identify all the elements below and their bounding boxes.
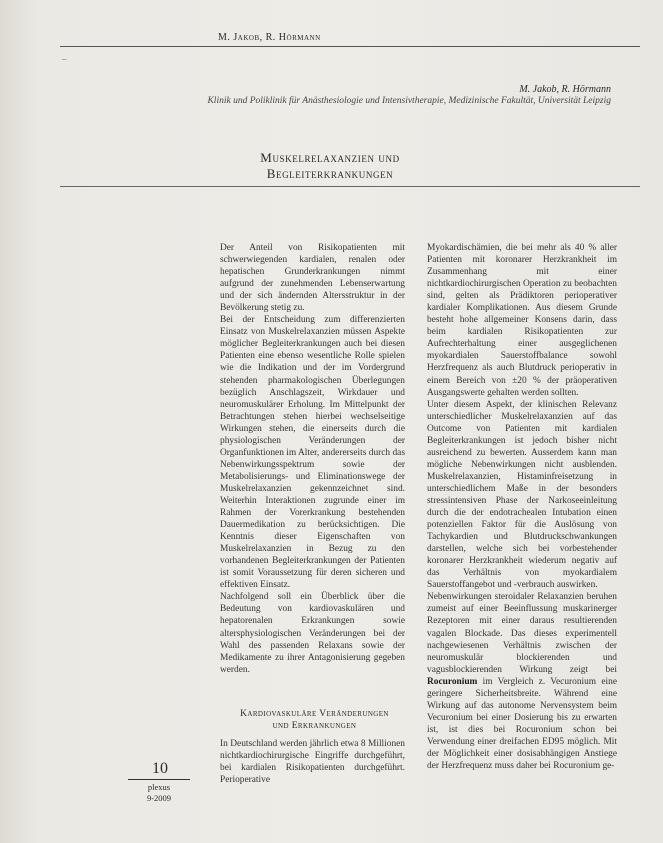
- paragraph: Bei der Entscheidung zum differenzierten Einsatz von Muskelrelaxanzien müssen Aspekte möglicher Begleiterkrankungen auch bei diesen Patienten eine ebenso wesentliche Rolle spielen wie die Indikation und der im Vordergrund stehenden pharmakologischen Überlegungen bezüglich Anschlagszeit, Wirkdauer und neuromuskulärer Erholung. Im Mittelpunkt der Betrachtungen stehen hierbei wechselseitige Wirkungen stehen, die einerseits durch die physiologischen Veränderungen der Organfunktionen im Alter, andererseits durch das Nebenwirkungsspektrum sowie der Metabolisierungs- und Eliminationswege der Muskelrelaxanzien gekennzeichnet sind. Weiterhin Interaktionen zugrunde einer im Rahmen der Vorerkrankung bestehenden Dauermedikation zu berücksichtigen. Die Kenntnis dieser Eigenschaften von Muskelrelaxanzien in Bezug zu den vorhandenen Begleiterkrankungen der Patienten ist somit Voraussetzung für deren sicheren und effektiven Einsatz.: [220, 315, 405, 591]
- title-rule: [60, 186, 640, 187]
- issue-number: 9-2009: [146, 793, 172, 803]
- section-heading: [222, 708, 407, 732]
- running-head: M. Jakob, R. Hörmann: [218, 32, 321, 43]
- article-title: [240, 150, 420, 182]
- page-number: 10: [152, 760, 168, 777]
- corner-mark: –: [62, 54, 67, 64]
- paragraph: Nachfolgend soll ein Überblick über die Bedeutung von kardiovaskulären und hepatorenalen Erkrankungen sowie altersphysiologischen Veränderungen bei der Wahl des passenden Relaxans sowie der Medikamente zu ihrer Antagonisierung gegeben werden.: [220, 592, 405, 675]
- footer-rule: [128, 779, 190, 780]
- left-column: [220, 242, 405, 676]
- title-line-2: Begleiterkrankungen: [266, 166, 394, 181]
- paragraph: Myokardischämien, die bei mehr als 40 % aller Patienten mit koronarer Herzkrankheit im Zusammenhang mit einer nichtkardiochirurgischen Operation zu beobachten sind, gelten als Prädiktoren perioperativer kardialer Komplikationen. Aus diesem Grunde besteht hohe allgemeiner Konsens darin, dass beim kardialen Risikopatienten zur Aufrechterhaltung einer ausgeglichenen myokardialen Sauerstoffbalance sowohl Herzfrequenz als auch Blutdruck perioperativ in einem Bereich von ±20 % der präoperativen Ausgangswerte gehalten werden sollten.: [427, 243, 617, 398]
- authors: M. Jakob, R. Hörmann: [519, 84, 611, 95]
- drug-name-rocuronium: Rocuronium: [427, 676, 478, 687]
- right-column: [427, 242, 617, 772]
- paragraph: Der Anteil von Risikopatienten mit schwerwiegenden kardialen, renalen oder hepatischen Grunderkrankungen nimmt aufgrund der zunehmenden Lebenserwartung und der sich ändernden Altersstruktur in der Bevölkerung stetig zu.: [220, 243, 405, 314]
- paragraph: Unter diesem Aspekt, der klinischen Relevanz unterschiedlicher Muskelrelaxanzien auf das Outcome von Patienten mit kardialen Begleiterkrankungen ist jedoch bisher nicht ausreichend zu bewerten. Ausserdem kann man mögliche Nebenwirkungen nicht ausblenden. Muskelrelaxanzien, Histaminfreisetzung in unterschiedlichem Maße in der besonders stressintensiven Phase der Narkoseeinleitung durch die der endotrachealen Intubation einen potenziellen Faktor für die Auslösung von Tachykardien und Blutdruckschwankungen darstellen, welche sich bei vorbestehender koronarer Herzkrankheit wiederum negativ auf das Verhältnis von myokardialem Sauerstoffangebot und -verbrauch auswirken.: [427, 399, 617, 591]
- affiliation: Klinik und Poliklinik für Anästhesiologie und Intensivtherapie, Medizinische Fakultät, Universität Leipzig: [207, 96, 611, 106]
- header-rule: [60, 46, 640, 47]
- title-line-1: Muskelrelaxanzien und: [260, 150, 400, 165]
- section-paragraph: In Deutschland werden jährlich etwa 8 Millionen nichtkardiochirurgische Eingriffe durchgeführt, bei kardialen Risikopatienten durchgeführt. Perioperative: [220, 739, 405, 786]
- paragraph: [427, 591, 617, 772]
- paragraph-rest: im Vergleich z. Vecuronium eine geringere Sicherheitsbreite. Während eine Wirkung auf das autonome Nervensystem beim Vecuronium bei einer Dosierung bis zu erwarten ist, ist dies bei Rocuronium schon bei Verwendung einer dreifachen ED95 möglich. Mit der Möglichkeit einer dosisabhängigen Anstiege der Herzfrequenz muss daher bei Rocuronium ge-: [427, 676, 617, 772]
- section-heading-line-2: und Erkrankungen: [272, 721, 357, 731]
- journal-name: plexus: [147, 782, 171, 792]
- section-heading-line-1: Kardiovaskuläre Veränderungen: [240, 709, 389, 719]
- paragraph-lead: Nebenwirkungen steroidaler Relaxanzien beruhen zumeist auf einer Beeinflussung muskarinerger Rezeptoren mit einer daraus resultierenden vagalen Blockade. Das dieses experimentell nachgewiesenen Verhältnis zwischen der neuromuskulär blockierenden und vagusblockierenden Wirkung zeigt bei: [427, 592, 617, 675]
